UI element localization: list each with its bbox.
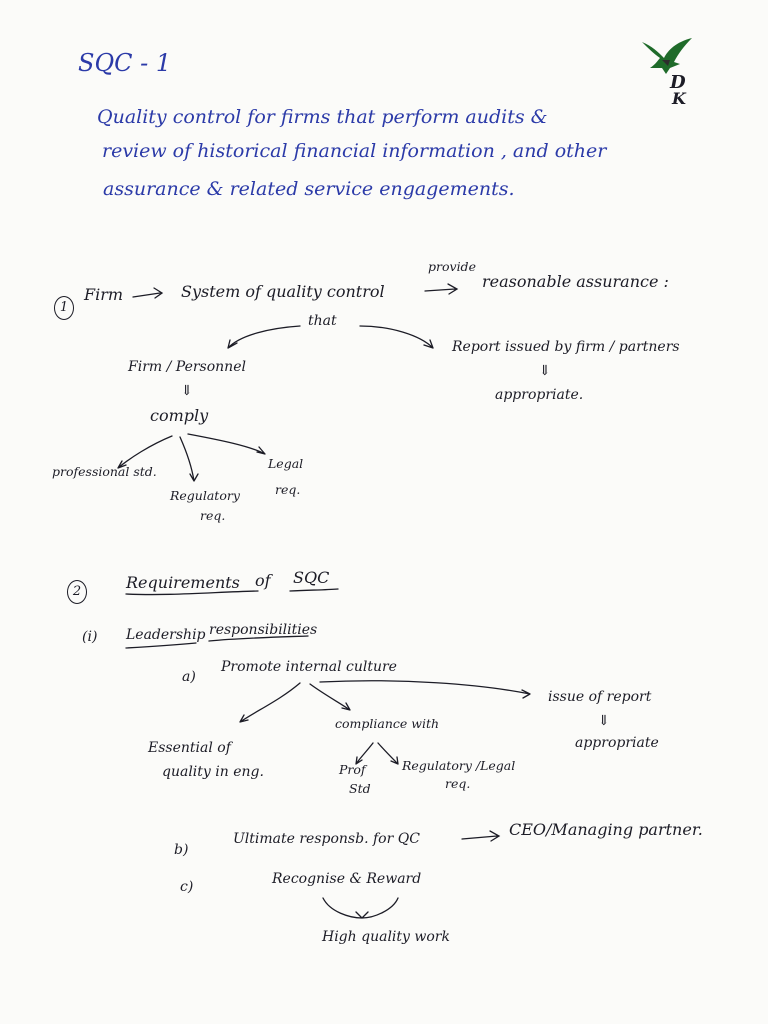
a-label: a): [182, 669, 196, 685]
firm-label: Firm: [84, 285, 124, 304]
regulatory-label: Regulatory: [170, 488, 240, 503]
arrow-comply-legal: [188, 434, 265, 454]
appropriate-2-label: appropriate: [575, 735, 659, 751]
reg-legal-label: Regulatory /Legal: [402, 758, 516, 773]
issue-of-report-label: issue of report: [548, 689, 652, 705]
firm-personnel-label: Firm / Personnel: [128, 359, 246, 375]
down-arrow-2: ⇓: [539, 363, 551, 379]
intro-line-3: assurance & related service engagements.: [103, 178, 515, 200]
appropriate-label: appropriate.: [495, 387, 584, 403]
underline-sqc: [290, 589, 338, 591]
eagle-logo-icon: [640, 34, 694, 108]
quality-eng-label: quality in eng.: [162, 764, 264, 780]
promote-culture-label: Promote internal culture: [221, 659, 397, 675]
arrow-that-right: [360, 326, 433, 348]
section-1-number: 1: [54, 296, 74, 320]
arrow-promote-compliance: [310, 684, 350, 710]
arrow-comply-reg: [180, 437, 198, 481]
page-title: SQC - 1: [78, 49, 172, 77]
essential-label: Essential of: [148, 740, 231, 756]
prof-label: Prof: [339, 762, 366, 777]
provide-label: provide: [428, 259, 476, 274]
arrow-recognise-reward: [323, 898, 398, 918]
arrow-promote-essential: [240, 683, 300, 722]
leadership-label: Leadership: [126, 627, 206, 643]
arrow-firm-system: [133, 288, 162, 298]
arrow-b: [462, 831, 499, 841]
comply-label: comply: [150, 406, 209, 425]
arrow-provide: [425, 284, 457, 294]
ultimate-responsibility-label: Ultimate responsb. for QC: [233, 831, 420, 847]
intro-line-2: review of historical financial information , and other: [102, 140, 607, 162]
intro-line-1: Quality control for firms that perform audits &: [97, 106, 548, 128]
arrow-promote-issue: [320, 681, 530, 698]
logo-letter-k: K: [672, 89, 686, 108]
high-quality-work-label: High quality work: [322, 929, 450, 945]
req-label: req.: [445, 776, 471, 791]
std-label: Std: [349, 781, 371, 796]
system-label: System of quality control: [181, 282, 385, 301]
that-label: that: [308, 313, 337, 329]
section-2-number: 2: [67, 580, 87, 604]
underline-leadership: [126, 643, 196, 648]
requirements-sqc: SQC: [293, 568, 330, 587]
down-arrow-1: ⇓: [181, 383, 193, 399]
recognise-reward-label: Recognise & Reward: [272, 871, 422, 887]
regulatory-req-label: req.: [200, 508, 226, 523]
logo-letter-d: D: [670, 72, 686, 93]
sub-i-label: (i): [82, 629, 98, 645]
responsibilities-label: responsibilities: [209, 622, 318, 638]
arrow-compliance-reg: [378, 743, 398, 764]
arrow-compliance-prof: [356, 743, 373, 764]
report-issued-label: Report issued by firm / partners: [452, 339, 680, 355]
down-arrow-3: ⇓: [598, 713, 610, 729]
requirements-heading: Requirements: [126, 573, 240, 592]
compliance-with-label: compliance with: [335, 716, 440, 731]
assurance-label: reasonable assurance :: [482, 272, 669, 291]
c-label: c): [180, 879, 194, 895]
ceo-managing-partner-label: CEO/Managing partner.: [509, 820, 703, 839]
professional-std-label: professional std.: [52, 464, 157, 479]
legal-label: Legal: [268, 456, 304, 471]
requirements-of: of: [255, 571, 271, 590]
legal-req-label: req.: [275, 482, 301, 497]
arrow-that-left: [228, 326, 300, 348]
b-label: b): [174, 842, 189, 858]
